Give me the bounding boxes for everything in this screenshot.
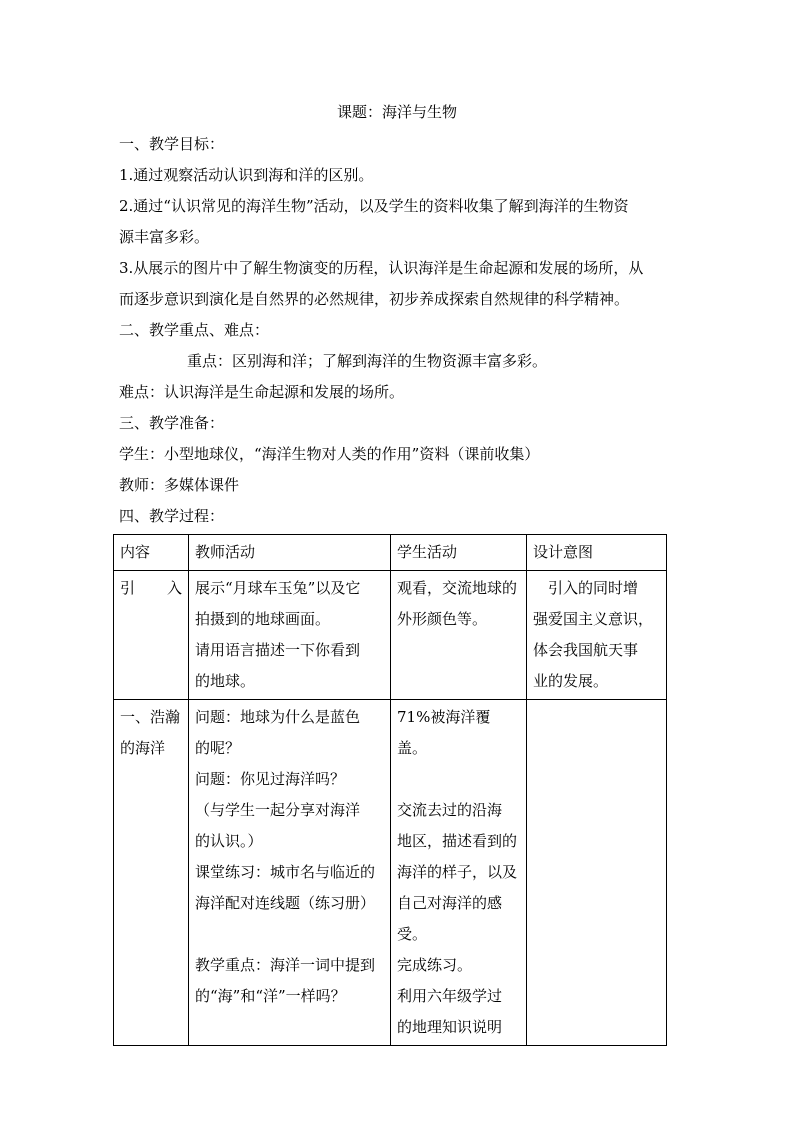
- teaching-process-table: [113, 534, 667, 1046]
- student-line: 的地理知识说明: [397, 1018, 503, 1036]
- intent-line: 体会我国航天事: [533, 641, 639, 659]
- teacher-line: 问题：你见过海洋吗？: [195, 770, 346, 788]
- student-line: 观看，交流地球的: [397, 579, 518, 597]
- header-design-intent: 设计意图: [527, 535, 667, 571]
- content-line: 的海洋: [120, 739, 166, 757]
- difficulty-point: 难点：认识海洋是生命起源和发展的场所。: [119, 383, 405, 401]
- content-line: 一、浩瀚: [120, 708, 181, 726]
- student-line: 海洋的样子，以及: [397, 863, 518, 881]
- section-heading-process: 四、教学过程：: [119, 507, 225, 525]
- intent-line: 强爱国主义意识，: [533, 610, 654, 628]
- teacher-line: （与学生一起分享对海洋: [195, 801, 361, 819]
- cell-student-activity: [391, 700, 527, 1046]
- header-teacher-activity: 教师活动: [189, 535, 391, 571]
- student-line: 受。: [397, 925, 428, 943]
- teacher-line: 的地球。: [195, 672, 256, 690]
- content-label-left: 引: [120, 579, 136, 597]
- objective-3: 3.从展示的图片中了解生物演变的历程，认识海洋是生命起源和发展的场所，从: [119, 259, 644, 277]
- header-student-activity: 学生活动: [391, 535, 527, 571]
- cell-student-activity: [391, 571, 527, 700]
- teacher-line: 请用语言描述一下你看到: [195, 641, 361, 659]
- intent-line: 引入的同时增: [533, 579, 639, 597]
- section-heading-objectives: 一、教学目标：: [119, 135, 225, 153]
- page-title: 课题：海洋与生物: [336, 103, 457, 121]
- teacher-line: 课堂练习：城市名与临近的: [195, 863, 376, 881]
- content-label-right: 入: [166, 579, 182, 597]
- table-row: [114, 571, 667, 700]
- student-line: 外形颜色等。: [397, 610, 488, 628]
- cell-design-intent: [527, 571, 667, 700]
- cell-content: [114, 571, 189, 700]
- student-line: 利用六年级学过: [397, 987, 503, 1005]
- cell-content: [114, 700, 189, 1046]
- cell-teacher-activity: [189, 571, 391, 700]
- teacher-line: 海洋配对连线题（练习册）: [195, 894, 376, 912]
- teacher-line: 教学重点：海洋一词中提到: [195, 956, 376, 974]
- teacher-line: 拍摄到的地球画面。: [195, 610, 331, 628]
- table-row: [114, 700, 667, 1046]
- paragraph-gap: [195, 919, 384, 950]
- teacher-line: 的呢？: [195, 739, 241, 757]
- objective-2: 2.通过“认识常见的海洋生物”活动，以及学生的资料收集了解到海洋的生物资: [119, 197, 629, 215]
- intent-line: 业的发展。: [533, 672, 609, 690]
- student-line: 完成练习。: [397, 956, 473, 974]
- teacher-line: 展示“月球车玉兔”以及它: [195, 579, 361, 597]
- cell-teacher-activity: [189, 700, 391, 1046]
- section-heading-preparation: 三、教学准备：: [119, 414, 225, 432]
- student-line: 71%被海洋覆盖。: [397, 708, 491, 757]
- teacher-preparation: 教师：多媒体课件: [119, 476, 240, 494]
- key-point: 重点：区别海和洋；了解到海洋的生物资源丰富多彩。: [187, 352, 548, 370]
- objective-3-cont: 而逐步意识到演化是自然界的必然规律，初步养成探索自然规律的科学精神。: [119, 290, 630, 308]
- paragraph-gap: [397, 764, 520, 795]
- section-heading-keypoints: 二、教学重点、难点：: [119, 321, 270, 339]
- cell-design-intent: [527, 700, 667, 1046]
- header-content: 内容: [114, 535, 189, 571]
- teacher-line: 的“海”和“洋”一样吗？: [195, 987, 346, 1005]
- student-line: 交流去过的沿海: [397, 801, 503, 819]
- objective-2-cont: 源丰富多彩。: [119, 228, 210, 246]
- table-header-row: [114, 535, 667, 571]
- student-line: 自己对海洋的感: [397, 894, 503, 912]
- student-line: 地区，描述看到的: [397, 832, 518, 850]
- objective-1: 1.通过观察活动认识到海和洋的区别。: [119, 166, 374, 184]
- teacher-line: 问题：地球为什么是蓝色: [195, 708, 361, 726]
- student-preparation: 学生：小型地球仪，“海洋生物对人类的作用”资料（课前收集）: [119, 445, 540, 463]
- teacher-line: 的认识。）: [195, 832, 263, 850]
- content-label: [120, 573, 182, 604]
